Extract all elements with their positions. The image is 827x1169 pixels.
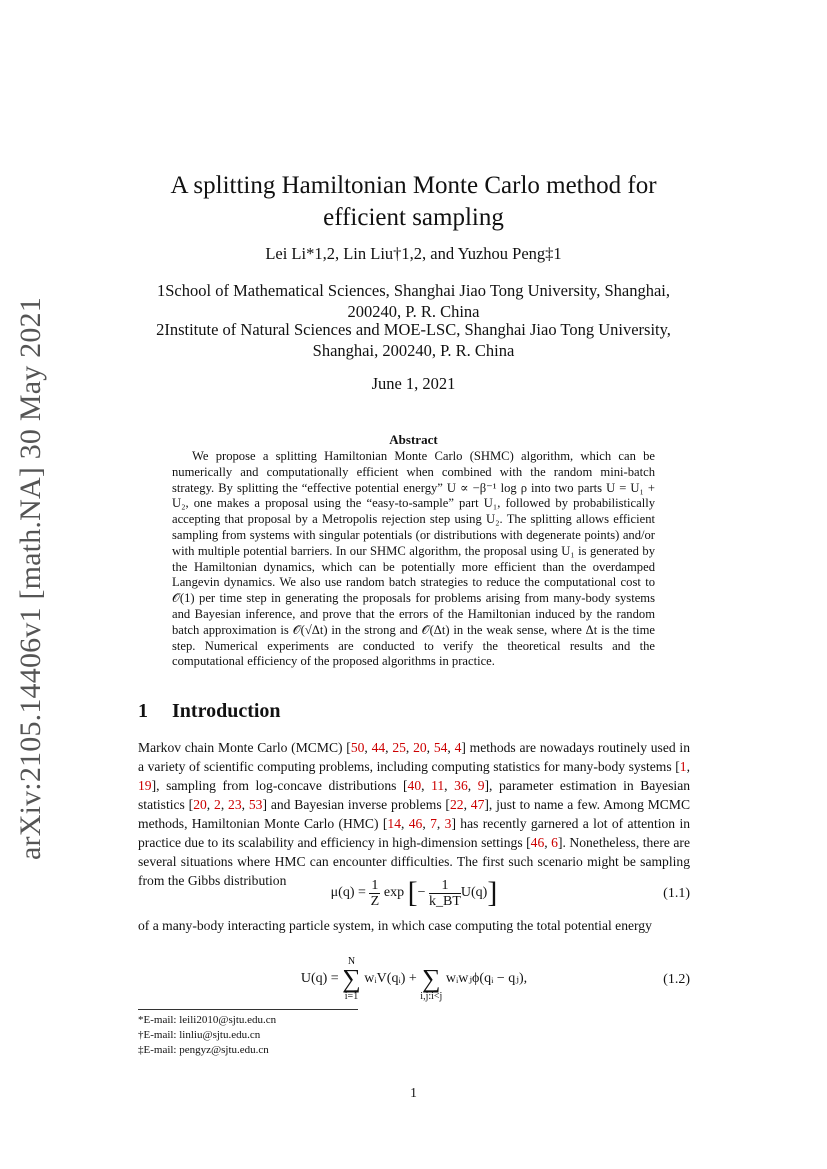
page-number: 1 (410, 1085, 417, 1100)
citation-link[interactable]: 25 (392, 740, 406, 755)
abstract-heading: Abstract (389, 432, 438, 447)
citation-link[interactable]: 4 (454, 740, 462, 755)
eq1-label: (1.1) (663, 886, 690, 901)
eq1-rest: U(q) (460, 885, 488, 901)
eq1-inner-num: 1 (429, 878, 461, 894)
intro-text: ], sampling from log-concave distributions [ (151, 778, 408, 793)
eq2-sum1-top: N (347, 956, 356, 967)
affiliation-1 (0, 280, 827, 322)
citation-link[interactable]: 6 (551, 835, 558, 850)
citation-link[interactable]: 9 (477, 778, 485, 793)
eq2-term1: wᵢV(qᵢ) + (364, 971, 417, 987)
intro-paragraph (138, 738, 690, 890)
intro-text: , (401, 816, 409, 831)
citation-link[interactable]: 14 (387, 816, 401, 831)
intro-text: , (385, 740, 393, 755)
citation-link[interactable]: 50 (350, 740, 365, 755)
citation-link[interactable]: 7 (430, 816, 437, 831)
footnote-1: *E-mail: leili2010@sjtu.edu.cn (138, 1014, 277, 1026)
footnote-3: ‡E-mail: pengyz@sjtu.edu.cn (138, 1044, 269, 1056)
citation-link[interactable]: 19 (138, 778, 152, 793)
between-text: of a many-body interacting particle system, in which case computing the total potential energy (138, 918, 652, 933)
affiliation-2 (0, 319, 827, 361)
intro-text: ]. Nonetheless, there are several situations where HMC can encounter difficulties. The first such scenario might be sampling from the Gibbs distribution (138, 835, 690, 888)
eq2-sum1-bot: i=1 (344, 991, 359, 1002)
eq1-inner-den: k_BT (429, 893, 461, 909)
citation-link[interactable]: 47 (470, 797, 485, 812)
citation-link[interactable]: 20 (413, 740, 427, 755)
intro-text: , (364, 740, 372, 755)
citation-link[interactable]: 22 (449, 797, 464, 812)
sigma-symbol: ∑ (422, 964, 441, 993)
citation-link[interactable]: 46 (530, 835, 545, 850)
eq1-num: 1 (371, 877, 379, 893)
citation-link[interactable]: 44 (371, 740, 386, 755)
intro-text: , (444, 778, 455, 793)
intro-text: , (467, 778, 478, 793)
paper-title (0, 170, 827, 234)
authors: Lei Li*1,2, Lin Liu†1,2, and Yuzhou Peng‡1 (265, 244, 562, 263)
eq1-sign: − (417, 885, 426, 901)
eq2-sum-1 (342, 956, 361, 1002)
intro-text: , (544, 835, 552, 850)
eq1-lhs: μ(q) = (330, 885, 366, 901)
citation-link[interactable]: 23 (228, 797, 242, 812)
eq2-sum2-bot: i,j:i<j (420, 991, 443, 1002)
citation-link[interactable]: 36 (454, 778, 468, 793)
eq2-lhs: U(q) = (300, 971, 339, 987)
intro-text: , (421, 778, 432, 793)
footnote-2: †E-mail: linliu@sjtu.edu.cn (138, 1029, 261, 1041)
citation-link[interactable]: 1 (679, 759, 687, 774)
intro-text: Markov chain Monte Carlo (MCMC) [ (138, 740, 351, 755)
citation-link[interactable]: 20 (193, 797, 207, 812)
eq1-inner-fraction (429, 878, 461, 909)
affiliation-2-text: 2Institute of Natural Sciences and MOE-LSC, Shanghai Jiao Tong University, Shanghai, 200240, P. R. China (156, 320, 671, 360)
citation-link[interactable]: 53 (248, 797, 263, 812)
intro-text: , (206, 797, 215, 812)
affiliation-1-text: 1School of Mathematical Sciences, Shanghai Jiao Tong University, Shanghai, 200240, P. R. China (157, 281, 670, 321)
intro-text: , (447, 740, 455, 755)
intro-text: , (422, 816, 431, 831)
paper-title-text: A splitting Hamiltonian Monte Carlo method for efficient sampling (170, 172, 657, 231)
eq2-label: (1.2) (663, 972, 690, 987)
intro-text: ], just to name a few. Among MCMC methods, Hamiltonian Monte Carlo (HMC) [ (138, 797, 691, 831)
citation-link[interactable]: 2 (214, 797, 221, 812)
intro-text: ] methods are nowadays routinely used in a variety of scientific computing problems, including computing statistics for many-body systems [ (138, 740, 691, 774)
citation-link[interactable]: 11 (431, 778, 445, 793)
section-number: 1 (138, 700, 148, 722)
intro-text: , (405, 740, 414, 755)
intro-text: , (463, 797, 471, 812)
eq1-den: Z (370, 893, 380, 909)
equation-1-2 (138, 956, 690, 1002)
eq1-exp: exp (383, 885, 405, 901)
intro-text: ] has recently garnered a lot of attention in practice due to its scalability and efficiency in high-dimension settings [ (138, 816, 691, 850)
intro-text: , (220, 797, 229, 812)
citation-link[interactable]: 46 (408, 816, 423, 831)
right-bracket: ] (487, 876, 498, 909)
citation-link[interactable]: 3 (444, 816, 452, 831)
date: June 1, 2021 (371, 374, 456, 393)
eq2-term2: wᵢwⱼϕ(qᵢ − qⱼ), (445, 971, 528, 987)
intro-text: , (436, 816, 445, 831)
left-bracket: [ (407, 876, 418, 909)
footnote-rule (138, 1009, 358, 1010)
intro-text: ], parameter estimation in Bayesian statistics [ (138, 778, 691, 812)
section-title: Introduction (172, 700, 281, 722)
citation-link[interactable]: 40 (407, 778, 422, 793)
abstract-text: We propose a splitting Hamiltonian Monte Carlo (SHMC) algorithm, which can be numerically and computationally efficient when combined with the random mini-batch strategy. By splitting the “effective potential energy” U ∝ −β⁻¹ log ρ into two parts U = U₁ + U₂, one makes a proposal using the “easy-to-sample” part U₁, followed by probabilistically accepting that proposal by a Metropolis rejection step using U₂. The splitting allows efficient sampling from systems with singular potentials (or distributions with degenerate points) and/or with multiple potential barriers. In our SHMC algorithm, the proposal using U₁ is generated by the Hamiltonian dynamics, which can be potentially more efficient than the overdamped Langevin dynamics. We also use random batch strategies to reduce the computational cost to 𝒪(1) per time step in generating the proposals for problems arising from many-body systems and Bayesian inference, and prove that the errors of the Hamiltonian induced by the random batch approximation is 𝒪(√Δt) in the strong and 𝒪(Δt) in the weak sense, where Δt is the time step. Numerical experiments are conducted to verify the theoretical results and the computational efficiency of the proposed algorithms in practice. (172, 449, 655, 669)
section-heading (138, 700, 281, 723)
citation-link[interactable]: 54 (433, 740, 448, 755)
eq2-sum-2 (420, 956, 442, 1002)
intro-text: , (426, 740, 434, 755)
arxiv-stamp: arXiv:2105.14406v1 [math.NA] 30 May 2021 (14, 297, 47, 860)
intro-text: ] and Bayesian inverse problems [ (262, 797, 450, 812)
intro-text: , (686, 759, 690, 774)
sigma-symbol: ∑ (342, 964, 361, 993)
equation-1-1 (138, 876, 690, 910)
eq1-fraction (369, 878, 380, 909)
intro-text: , (241, 797, 249, 812)
